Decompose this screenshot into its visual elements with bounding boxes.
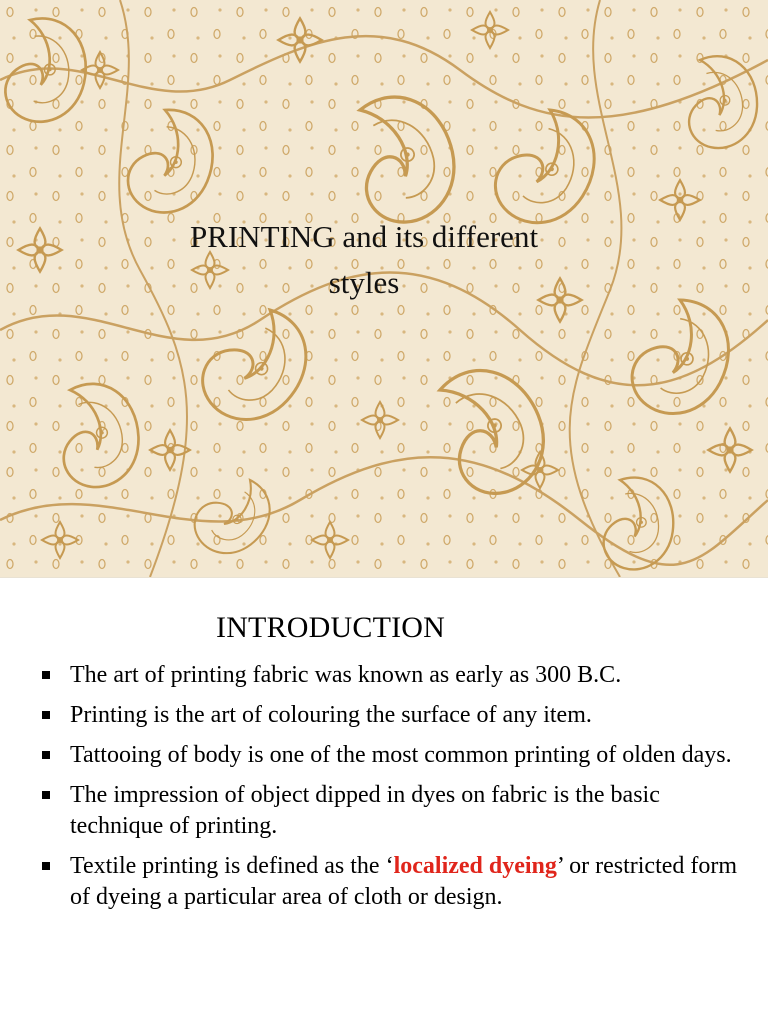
list-item (40, 700, 740, 731)
bullet-text: Tattooing of body is one of the most common printing of olden days. (70, 742, 732, 768)
bullet-text-before: Textile printing is defined as the ‘ (70, 853, 394, 879)
slide-heading: INTRODUCTION (216, 611, 446, 644)
highlighted-term: localized dyeing (393, 853, 557, 879)
list-item (40, 740, 740, 771)
bullet-text-after: ’ or restricted form of dyeing a particular area of cloth or design. (70, 853, 738, 910)
list-item (40, 780, 740, 842)
presentation-title (100, 214, 628, 306)
bullet-text: The art of printing fabric was known as early as 300 B.C. (70, 662, 622, 688)
introduction-slide (0, 578, 768, 1024)
bullet-list (40, 660, 740, 922)
list-item (40, 660, 740, 691)
title-line-2: styles (328, 265, 400, 300)
square-bullet-icon (42, 751, 50, 759)
title-line-1: PRINTING and its different (189, 219, 539, 254)
bullet-text: The impression of object dipped in dyes on fabric is the basic technique of printing. (70, 782, 660, 839)
square-bullet-icon (42, 671, 50, 679)
square-bullet-icon (42, 791, 50, 799)
square-bullet-icon (42, 711, 50, 719)
bullet-text: Printing is the art of colouring the surface of any item. (70, 702, 592, 728)
square-bullet-icon (42, 862, 50, 870)
list-item (40, 851, 740, 913)
